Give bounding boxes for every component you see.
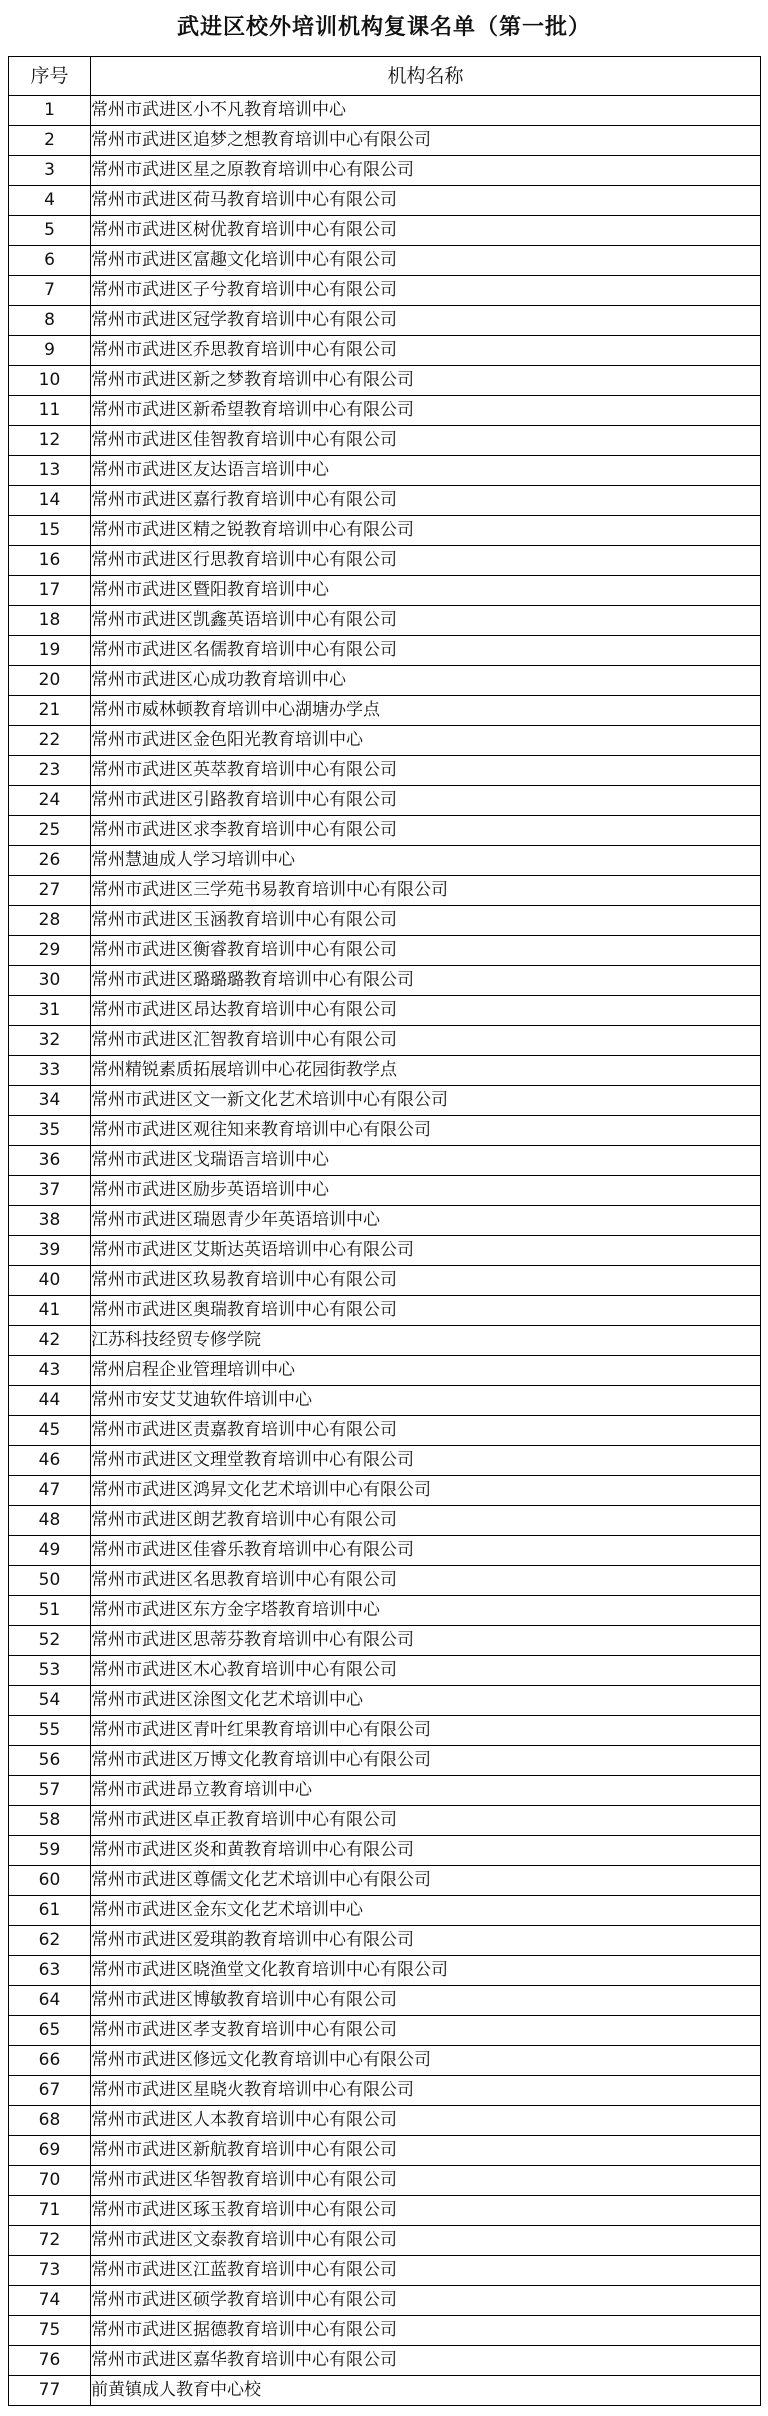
table-row bbox=[9, 1026, 761, 1056]
row-number: 9 bbox=[9, 336, 91, 366]
table-row bbox=[9, 2226, 761, 2256]
table-row bbox=[9, 456, 761, 486]
row-number: 28 bbox=[9, 906, 91, 936]
table-row bbox=[9, 546, 761, 576]
row-number: 14 bbox=[9, 486, 91, 516]
table-row bbox=[9, 1896, 761, 1926]
table-row bbox=[9, 876, 761, 906]
institution-name: 常州市武进区名思教育培训中心有限公司 bbox=[91, 1566, 761, 1596]
table-row bbox=[9, 936, 761, 966]
institution-name: 常州市威林顿教育培训中心湖塘办学点 bbox=[91, 696, 761, 726]
row-number: 25 bbox=[9, 816, 91, 846]
institution-name: 常州市武进区硕学教育培训中心有限公司 bbox=[91, 2286, 761, 2316]
row-number: 13 bbox=[9, 456, 91, 486]
institution-name: 常州市武进区鸿昇文化艺术培训中心有限公司 bbox=[91, 1476, 761, 1506]
row-number: 49 bbox=[9, 1536, 91, 1566]
table-row bbox=[9, 846, 761, 876]
institution-name: 常州市安艾艾迪软件培训中心 bbox=[91, 1386, 761, 1416]
institution-name: 常州市武进区璐璐璐教育培训中心有限公司 bbox=[91, 966, 761, 996]
table-row bbox=[9, 1596, 761, 1626]
row-number: 36 bbox=[9, 1146, 91, 1176]
institution-name: 常州市武进区冠学教育培训中心有限公司 bbox=[91, 306, 761, 336]
row-number: 16 bbox=[9, 546, 91, 576]
institution-name: 常州市武进区炎和黄教育培训中心有限公司 bbox=[91, 1836, 761, 1866]
table-row bbox=[9, 396, 761, 426]
institution-name: 常州市武进区心成功教育培训中心 bbox=[91, 666, 761, 696]
row-number: 54 bbox=[9, 1686, 91, 1716]
institution-name: 常州市武进区佳睿乐教育培训中心有限公司 bbox=[91, 1536, 761, 1566]
row-number: 73 bbox=[9, 2256, 91, 2286]
institution-name: 常州市武进区树优教育培训中心有限公司 bbox=[91, 216, 761, 246]
table-row bbox=[9, 636, 761, 666]
row-number: 57 bbox=[9, 1776, 91, 1806]
table-body bbox=[9, 96, 761, 2406]
table-row bbox=[9, 1626, 761, 1656]
row-number: 38 bbox=[9, 1206, 91, 1236]
document-title: 武进区校外培训机构复课名单（第一批） bbox=[176, 15, 591, 40]
table-row bbox=[9, 1386, 761, 1416]
row-number: 3 bbox=[9, 156, 91, 186]
row-number: 46 bbox=[9, 1446, 91, 1476]
institution-name: 常州慧迪成人学习培训中心 bbox=[91, 846, 761, 876]
row-number: 37 bbox=[9, 1176, 91, 1206]
institution-name: 常州市武进昂立教育培训中心 bbox=[91, 1776, 761, 1806]
table-row bbox=[9, 96, 761, 126]
institution-name: 常州市武进区追梦之想教育培训中心有限公司 bbox=[91, 126, 761, 156]
row-number: 18 bbox=[9, 606, 91, 636]
row-number: 44 bbox=[9, 1386, 91, 1416]
row-number: 67 bbox=[9, 2076, 91, 2106]
institution-name: 常州市武进区晓渔堂文化教育培训中心有限公司 bbox=[91, 1956, 761, 1986]
table-row bbox=[9, 186, 761, 216]
row-number: 58 bbox=[9, 1806, 91, 1836]
table-row bbox=[9, 1926, 761, 1956]
institution-name: 常州市武进区玖易教育培训中心有限公司 bbox=[91, 1266, 761, 1296]
institution-name: 常州市武进区卓正教育培训中心有限公司 bbox=[91, 1806, 761, 1836]
row-number: 23 bbox=[9, 756, 91, 786]
institution-name: 常州市武进区木心教育培训中心有限公司 bbox=[91, 1656, 761, 1686]
institution-name: 常州市武进区责嘉教育培训中心有限公司 bbox=[91, 1416, 761, 1446]
institution-name: 常州市武进区嘉行教育培训中心有限公司 bbox=[91, 486, 761, 516]
institution-name: 常州市武进区英萃教育培训中心有限公司 bbox=[91, 756, 761, 786]
institution-name: 常州市武进区戈瑞语言培训中心 bbox=[91, 1146, 761, 1176]
table-row bbox=[9, 2106, 761, 2136]
row-number: 60 bbox=[9, 1866, 91, 1896]
table-row bbox=[9, 816, 761, 846]
institution-name: 常州市武进区万博文化教育培训中心有限公司 bbox=[91, 1746, 761, 1776]
institution-name: 常州市武进区朗艺教育培训中心有限公司 bbox=[91, 1506, 761, 1536]
row-number: 40 bbox=[9, 1266, 91, 1296]
table-row bbox=[9, 1806, 761, 1836]
row-number: 65 bbox=[9, 2016, 91, 2046]
institution-name: 常州市武进区孝支教育培训中心有限公司 bbox=[91, 2016, 761, 2046]
institution-name: 常州市武进区引路教育培训中心有限公司 bbox=[91, 786, 761, 816]
column-header-name: 机构名称 bbox=[91, 57, 761, 96]
row-number: 55 bbox=[9, 1716, 91, 1746]
table-row bbox=[9, 2136, 761, 2166]
institution-name: 常州市武进区衡睿教育培训中心有限公司 bbox=[91, 936, 761, 966]
institution-name: 常州市武进区子兮教育培训中心有限公司 bbox=[91, 276, 761, 306]
row-number: 47 bbox=[9, 1476, 91, 1506]
institution-name: 常州市武进区友达语言培训中心 bbox=[91, 456, 761, 486]
row-number: 66 bbox=[9, 2046, 91, 2076]
institution-name: 常州市武进区修远文化教育培训中心有限公司 bbox=[91, 2046, 761, 2076]
institution-name: 常州市武进区据德教育培训中心有限公司 bbox=[91, 2316, 761, 2346]
institution-name: 常州市武进区人本教育培训中心有限公司 bbox=[91, 2106, 761, 2136]
institution-name: 常州市武进区嘉华教育培训中心有限公司 bbox=[91, 2346, 761, 2376]
row-number: 31 bbox=[9, 996, 91, 1026]
table-row bbox=[9, 726, 761, 756]
row-number: 26 bbox=[9, 846, 91, 876]
row-number: 59 bbox=[9, 1836, 91, 1866]
row-number: 33 bbox=[9, 1056, 91, 1086]
table-row bbox=[9, 1956, 761, 1986]
table-row bbox=[9, 366, 761, 396]
row-number: 42 bbox=[9, 1326, 91, 1356]
institution-name: 常州市武进区瑞恩青少年英语培训中心 bbox=[91, 1206, 761, 1236]
table-row bbox=[9, 1116, 761, 1146]
row-number: 71 bbox=[9, 2196, 91, 2226]
row-number: 70 bbox=[9, 2166, 91, 2196]
institution-name: 常州市武进区佳智教育培训中心有限公司 bbox=[91, 426, 761, 456]
institution-name: 常州市武进区金东文化艺术培训中心 bbox=[91, 1896, 761, 1926]
institution-name: 常州市武进区新希望教育培训中心有限公司 bbox=[91, 396, 761, 426]
table-row bbox=[9, 1266, 761, 1296]
row-number: 29 bbox=[9, 936, 91, 966]
row-number: 61 bbox=[9, 1896, 91, 1926]
institution-name: 常州市武进区求李教育培训中心有限公司 bbox=[91, 816, 761, 846]
institution-name: 前黄镇成人教育中心校 bbox=[91, 2376, 761, 2406]
row-number: 19 bbox=[9, 636, 91, 666]
row-number: 30 bbox=[9, 966, 91, 996]
table-row bbox=[9, 1566, 761, 1596]
table-row bbox=[9, 246, 761, 276]
table-row bbox=[9, 2256, 761, 2286]
table-row bbox=[9, 2196, 761, 2226]
table-row bbox=[9, 2376, 761, 2406]
row-number: 11 bbox=[9, 396, 91, 426]
table-row bbox=[9, 1326, 761, 1356]
table-row bbox=[9, 786, 761, 816]
institution-name: 常州市武进区琢玉教育培训中心有限公司 bbox=[91, 2196, 761, 2226]
table-row bbox=[9, 276, 761, 306]
institution-name: 常州市武进区乔思教育培训中心有限公司 bbox=[91, 336, 761, 366]
institution-name: 常州市武进区星之原教育培训中心有限公司 bbox=[91, 156, 761, 186]
row-number: 68 bbox=[9, 2106, 91, 2136]
row-number: 15 bbox=[9, 516, 91, 546]
institution-name: 常州市武进区星晓火教育培训中心有限公司 bbox=[91, 2076, 761, 2106]
table-row bbox=[9, 306, 761, 336]
row-number: 17 bbox=[9, 576, 91, 606]
institution-name: 常州市武进区青叶红果教育培训中心有限公司 bbox=[91, 1716, 761, 1746]
table-row bbox=[9, 966, 761, 996]
table-row bbox=[9, 336, 761, 366]
row-number: 51 bbox=[9, 1596, 91, 1626]
institution-name: 常州市武进区观往知来教育培训中心有限公司 bbox=[91, 1116, 761, 1146]
column-header-number: 序号 bbox=[9, 57, 91, 96]
institution-name: 常州市武进区富趣文化培训中心有限公司 bbox=[91, 246, 761, 276]
row-number: 2 bbox=[9, 126, 91, 156]
table-row bbox=[9, 486, 761, 516]
institution-name: 常州启程企业管理培训中心 bbox=[91, 1356, 761, 1386]
table-row bbox=[9, 216, 761, 246]
row-number: 22 bbox=[9, 726, 91, 756]
institution-name: 常州市武进区暨阳教育培训中心 bbox=[91, 576, 761, 606]
institution-name: 江苏科技经贸专修学院 bbox=[91, 1326, 761, 1356]
table-row bbox=[9, 126, 761, 156]
table-row bbox=[9, 996, 761, 1026]
row-number: 64 bbox=[9, 1986, 91, 2016]
institution-name: 常州市武进区文一新文化艺术培训中心有限公司 bbox=[91, 1086, 761, 1116]
institution-name: 常州市武进区励步英语培训中心 bbox=[91, 1176, 761, 1206]
row-number: 45 bbox=[9, 1416, 91, 1446]
institution-name: 常州市武进区江蓝教育培训中心有限公司 bbox=[91, 2256, 761, 2286]
table-row bbox=[9, 1836, 761, 1866]
institution-name: 常州市武进区名儒教育培训中心有限公司 bbox=[91, 636, 761, 666]
institution-name: 常州市武进区文理堂教育培训中心有限公司 bbox=[91, 1446, 761, 1476]
institution-name: 常州市武进区华智教育培训中心有限公司 bbox=[91, 2166, 761, 2196]
table-row bbox=[9, 1866, 761, 1896]
row-number: 21 bbox=[9, 696, 91, 726]
table-row bbox=[9, 1536, 761, 1566]
row-number: 39 bbox=[9, 1236, 91, 1266]
row-number: 35 bbox=[9, 1116, 91, 1146]
table-row bbox=[9, 1296, 761, 1326]
table-row bbox=[9, 1356, 761, 1386]
institution-name: 常州市武进区金色阳光教育培训中心 bbox=[91, 726, 761, 756]
row-number: 77 bbox=[9, 2376, 91, 2406]
row-number: 43 bbox=[9, 1356, 91, 1386]
institution-name: 常州市武进区昂达教育培训中心有限公司 bbox=[91, 996, 761, 1026]
institution-name: 常州市武进区文泰教育培训中心有限公司 bbox=[91, 2226, 761, 2256]
institution-name: 常州市武进区三学苑书易教育培训中心有限公司 bbox=[91, 876, 761, 906]
row-number: 50 bbox=[9, 1566, 91, 1596]
institution-name: 常州市武进区汇智教育培训中心有限公司 bbox=[91, 1026, 761, 1056]
institution-name: 常州精锐素质拓展培训中心花园街教学点 bbox=[91, 1056, 761, 1086]
institution-name: 常州市武进区精之锐教育培训中心有限公司 bbox=[91, 516, 761, 546]
row-number: 5 bbox=[9, 216, 91, 246]
table-row bbox=[9, 606, 761, 636]
row-number: 72 bbox=[9, 2226, 91, 2256]
institution-name: 常州市武进区东方金字塔教育培训中心 bbox=[91, 1596, 761, 1626]
institution-name: 常州市武进区涂图文化艺术培训中心 bbox=[91, 1686, 761, 1716]
table-row bbox=[9, 1446, 761, 1476]
institution-name: 常州市武进区小不凡教育培训中心 bbox=[91, 96, 761, 126]
table-row bbox=[9, 1086, 761, 1116]
row-number: 32 bbox=[9, 1026, 91, 1056]
row-number: 76 bbox=[9, 2346, 91, 2376]
table-header-row bbox=[9, 57, 761, 96]
institution-name: 常州市武进区玉涵教育培训中心有限公司 bbox=[91, 906, 761, 936]
institution-name: 常州市武进区博敏教育培训中心有限公司 bbox=[91, 1986, 761, 2016]
row-number: 74 bbox=[9, 2286, 91, 2316]
row-number: 4 bbox=[9, 186, 91, 216]
table-row bbox=[9, 2166, 761, 2196]
table-row bbox=[9, 1506, 761, 1536]
table-row bbox=[9, 156, 761, 186]
table-row bbox=[9, 2286, 761, 2316]
row-number: 62 bbox=[9, 1926, 91, 1956]
row-number: 48 bbox=[9, 1506, 91, 1536]
table-row bbox=[9, 1776, 761, 1806]
row-number: 8 bbox=[9, 306, 91, 336]
institution-name: 常州市武进区行思教育培训中心有限公司 bbox=[91, 546, 761, 576]
table-row bbox=[9, 696, 761, 726]
row-number: 10 bbox=[9, 366, 91, 396]
row-number: 52 bbox=[9, 1626, 91, 1656]
table-row bbox=[9, 666, 761, 696]
institution-name: 常州市武进区荷马教育培训中心有限公司 bbox=[91, 186, 761, 216]
table-row bbox=[9, 426, 761, 456]
institution-name: 常州市武进区奥瑞教育培训中心有限公司 bbox=[91, 1296, 761, 1326]
table-row bbox=[9, 2046, 761, 2076]
institution-name: 常州市武进区新航教育培训中心有限公司 bbox=[91, 2136, 761, 2166]
table-row bbox=[9, 756, 761, 786]
row-number: 63 bbox=[9, 1956, 91, 1986]
table-row bbox=[9, 2016, 761, 2046]
institution-name: 常州市武进区爱琪韵教育培训中心有限公司 bbox=[91, 1926, 761, 1956]
table-row bbox=[9, 516, 761, 546]
table-row bbox=[9, 1176, 761, 1206]
table-row bbox=[9, 2316, 761, 2346]
institution-name: 常州市武进区凯鑫英语培训中心有限公司 bbox=[91, 606, 761, 636]
table-row bbox=[9, 1416, 761, 1446]
table-row bbox=[9, 1206, 761, 1236]
row-number: 75 bbox=[9, 2316, 91, 2346]
row-number: 20 bbox=[9, 666, 91, 696]
row-number: 69 bbox=[9, 2136, 91, 2166]
table-row bbox=[9, 1236, 761, 1266]
institution-table bbox=[8, 56, 761, 2406]
row-number: 6 bbox=[9, 246, 91, 276]
row-number: 41 bbox=[9, 1296, 91, 1326]
row-number: 12 bbox=[9, 426, 91, 456]
row-number: 7 bbox=[9, 276, 91, 306]
table-row bbox=[9, 1146, 761, 1176]
row-number: 1 bbox=[9, 96, 91, 126]
table-row bbox=[9, 1716, 761, 1746]
table-row bbox=[9, 1656, 761, 1686]
institution-name: 常州市武进区艾斯达英语培训中心有限公司 bbox=[91, 1236, 761, 1266]
table-row bbox=[9, 1476, 761, 1506]
table-row bbox=[9, 576, 761, 606]
row-number: 56 bbox=[9, 1746, 91, 1776]
institution-name: 常州市武进区新之梦教育培训中心有限公司 bbox=[91, 366, 761, 396]
row-number: 34 bbox=[9, 1086, 91, 1116]
table-row bbox=[9, 1746, 761, 1776]
table-row bbox=[9, 906, 761, 936]
table-row bbox=[9, 2346, 761, 2376]
row-number: 27 bbox=[9, 876, 91, 906]
institution-name: 常州市武进区思蒂芬教育培训中心有限公司 bbox=[91, 1626, 761, 1656]
row-number: 24 bbox=[9, 786, 91, 816]
table-row bbox=[9, 1986, 761, 2016]
row-number: 53 bbox=[9, 1656, 91, 1686]
institution-name: 常州市武进区尊儒文化艺术培训中心有限公司 bbox=[91, 1866, 761, 1896]
table-row bbox=[9, 1056, 761, 1086]
table-row bbox=[9, 2076, 761, 2106]
table-row bbox=[9, 1686, 761, 1716]
